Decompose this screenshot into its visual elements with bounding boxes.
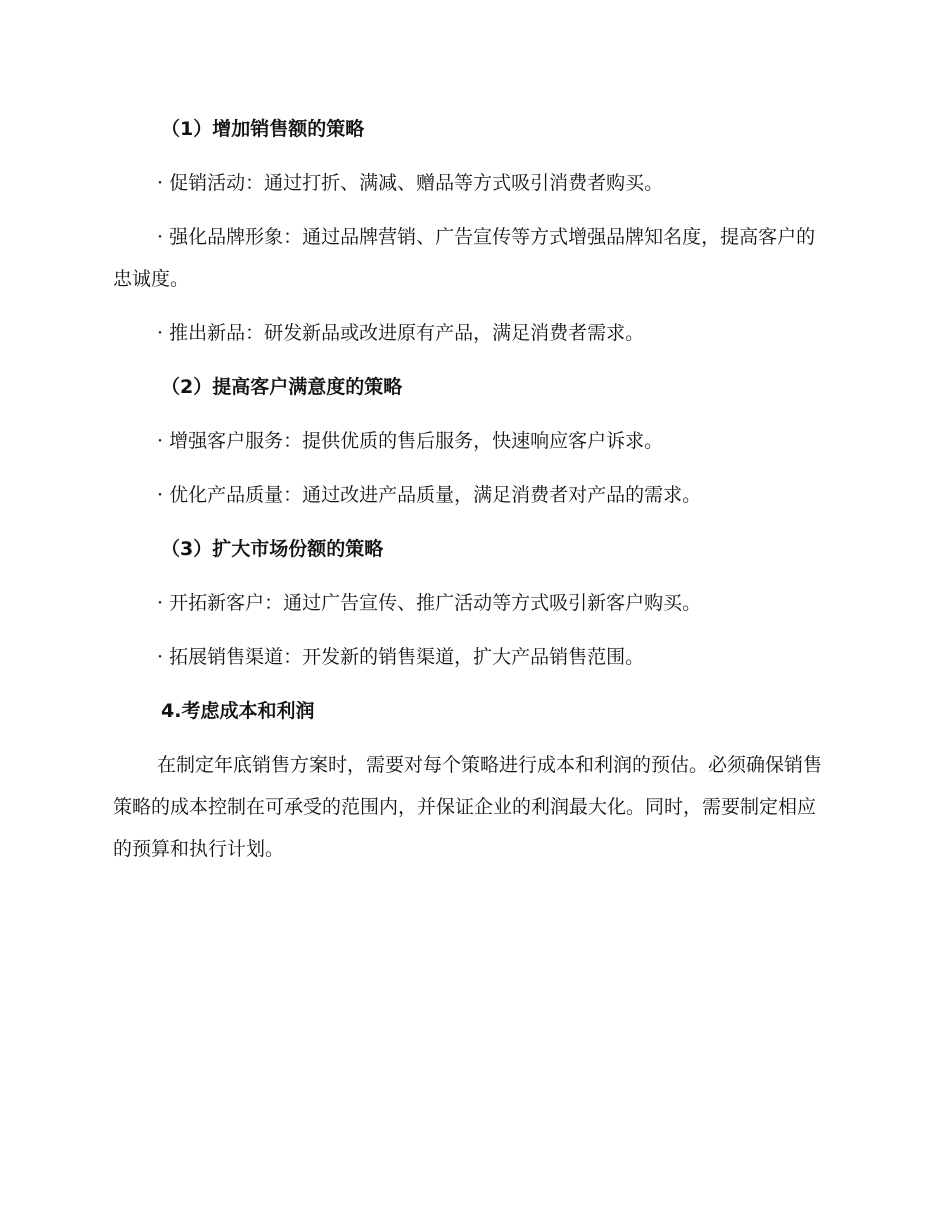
bullet-sales-channels: · 拓展销售渠道：开发新的销售渠道，扩大产品销售范围。 <box>157 646 645 668</box>
section-heading-3: （3）扩大市场份额的策略 <box>161 538 384 560</box>
section-heading-2: （2）提高客户满意度的策略 <box>161 376 403 398</box>
document-body <box>113 108 833 870</box>
bullet-customer-service: · 增强客户服务：提供优质的售后服务，快速响应客户诉求。 <box>157 430 664 452</box>
cost-profit-paragraph: 在制定年底销售方案时，需要对每个策略进行成本和利润的预估。必须确保销售策略的成本控制在可承受的范围内，并保证企业的利润最大化。同时，需要制定相应的预算和执行计划。 <box>113 754 823 860</box>
section-heading-cost-profit: 4.考虑成本和利润 <box>161 700 315 722</box>
section-heading-1: （1）增加销售额的策略 <box>161 118 365 140</box>
bullet-product-quality: · 优化产品质量：通过改进产品质量，满足消费者对产品的需求。 <box>157 484 702 506</box>
bullet-brand-image: · 强化品牌形象：通过品牌营销、广告宣传等方式增强品牌知名度，提高客户的忠诚度。 <box>113 226 816 290</box>
bullet-new-products: · 推出新品：研发新品或改进原有产品，满足消费者需求。 <box>157 322 645 344</box>
bullet-new-customers: · 开拓新客户：通过广告宣传、推广活动等方式吸引新客户购买。 <box>157 592 702 614</box>
bullet-promotion: · 促销活动：通过打折、满减、赠品等方式吸引消费者购买。 <box>157 172 664 194</box>
